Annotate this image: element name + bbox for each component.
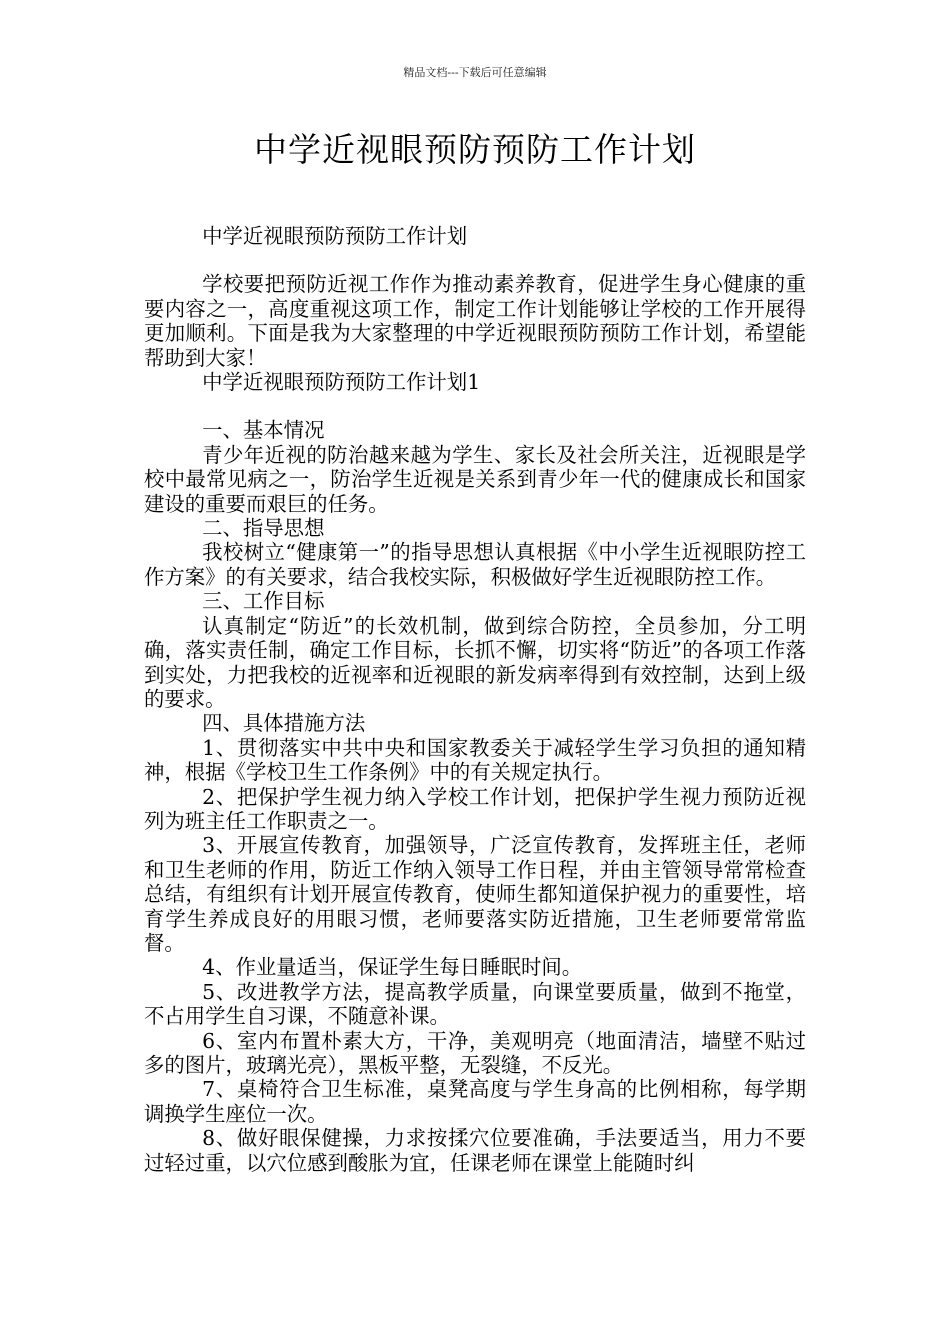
measure-item: 5、改进教学方法，提高教学质量，向课堂要质量，做到不拖堂，不占用学生自习课，不随意补课。 — [144, 979, 806, 1029]
section-paragraph: 青少年近视的防治越来越为学生、家长及社会所关注，近视眼是学校中最常见病之一，防治学生近视是关系到青少年一代的健康成长和国家建设的重要而艰巨的任务。 — [144, 442, 806, 516]
measure-item: 1、贯彻落实中共中央和国家教委关于减轻学生学习负担的通知精神，根据《学校卫生工作条例》中的有关规定执行。 — [144, 735, 806, 785]
plan-heading: 中学近视眼预防预防工作计划1 — [202, 370, 481, 395]
section-heading-guiding-ideology: 二、指导思想 — [202, 516, 325, 541]
section-paragraph: 我校树立“健康第一”的指导思想认真根据《中小学生近视眼防控工作方案》的有关要求，结合我校实际，积极做好学生近视眼防控工作。 — [144, 540, 806, 589]
measure-item: 2、把保护学生视力纳入学校工作计划，把保护学生视力预防近视列为班主任工作职责之一。 — [144, 784, 806, 833]
measure-item: 8、做好眼保健操，力求按揉穴位要准确，手法要适当，用力不要过轻过重，以穴位感到酸胀为宜，任课老师在课堂上能随时纠 — [144, 1126, 806, 1175]
intro-heading: 中学近视眼预防预防工作计划 — [202, 224, 468, 248]
document-body — [144, 224, 806, 1175]
section-heading-work-goals: 三、工作目标 — [202, 589, 325, 614]
document-title: 中学近视眼预防预防工作计划 — [254, 130, 696, 169]
document-header-note: 精品文档---下载后可任意编辑 — [403, 66, 547, 79]
section-paragraph: 认真制定“防近”的长效机制，做到综合防控，全员参加，分工明确，落实责任制，确定工作目标，长抓不懈，切实将“防近”的各项工作落到实处，力把我校的近视率和近视眼的新发病率得到有效控制，达到上级的要求。 — [144, 613, 806, 711]
measure-item: 7、桌椅符合卫生标准，桌凳高度与学生身高的比例相称，每学期调换学生座位一次。 — [144, 1077, 806, 1126]
measure-item: 3、开展宣传教育，加强领导，广泛宣传教育，发挥班主任，老师和卫生老师的作用，防近工作纳入领导工作日程，并由主管领导常常检查总结，有组织有计划开展宣传教育，使师生都知道保护视力的重要性，培育学生养成良好的用眼习惯，老师要落实防近措施，卫生老师要常常监督。 — [144, 833, 806, 955]
section-heading-specific-measures: 四、具体措施方法 — [202, 711, 366, 736]
measure-item: 4、作业量适当，保证学生每日睡眠时间。 — [202, 955, 583, 980]
measure-item: 6、室内布置朴素大方，干净，美观明亮（地面清洁，墙壁不贴过多的图片，玻璃光亮），黑板平整，无裂缝，不反光。 — [144, 1028, 806, 1077]
section-heading-basic-situation: 一、基本情况 — [202, 418, 325, 443]
intro-paragraph: 学校要把预防近视工作作为推动素养教育，促进学生身心健康的重要内容之一，高度重视这项工作，制定工作计划能够让学校的工作开展得更加顺利。下面是我为大家整理的中学近视眼预防预防工作计划，希望能帮助到大家！ — [144, 272, 806, 370]
